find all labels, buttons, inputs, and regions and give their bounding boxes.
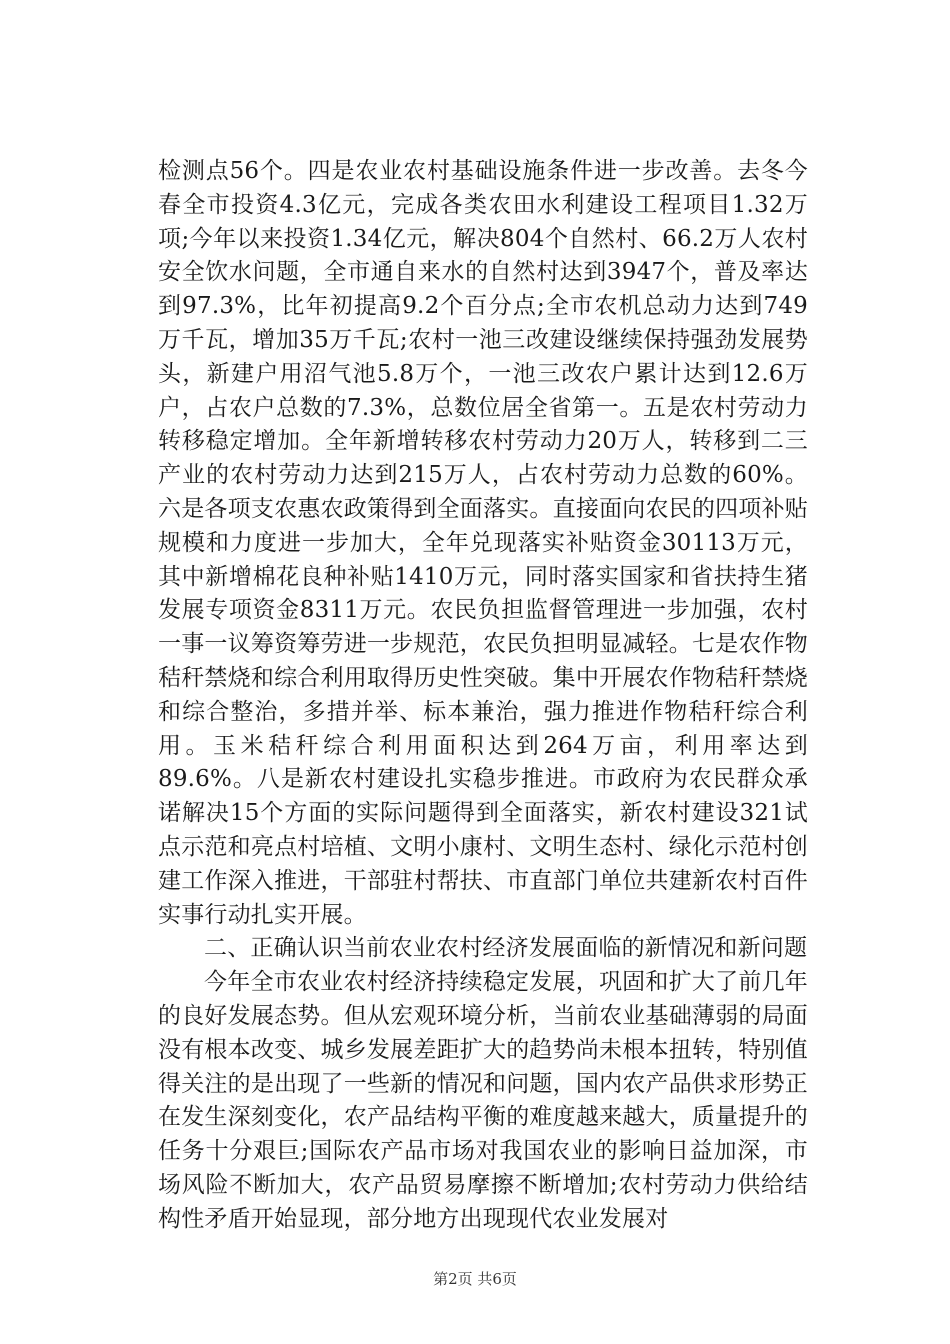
page-footer: 第2页 共6页 [433,1270,517,1288]
document-body [158,155,808,1237]
paragraph: 今年全市农业农村经济持续稳定发展，巩固和扩大了前几年的良好发展态势。但从宏观环境分析，当前农业基础薄弱的局面没有根本改变、城乡发展差距扩大的趋势尚未根本扭转，特别值得关注的是出现了一些新的情况和问题，国内农产品供求形势正在发生深刻变化，农产品结构平衡的难度越来越大，质量提升的任务十分艰巨;国际农产品市场对我国农业的影响日益加深，市场风险不断加大，农产品贸易摩擦不断增加;农村劳动力供给结构性矛盾开始显现，部分地方出现现代农业发展对 [158,969,808,1232]
section-heading: 二、正确认识当前农业农村经济发展面临的新情况和新问题 [204,935,808,962]
paragraph-continuation: 检测点56个。四是农业农村基础设施条件进一步改善。去冬今春全市投资4.3亿元，完成各类农田水利建设工程项目1.32万项;今年以来投资1.34亿元，解决804个自然村、66.2万人农村安全饮水问题，全市通自来水的自然村达到3947个，普及率达到97.3%，比年初提高9.2个百分点;全市农机总动力达到749万千瓦，增加35万千瓦;农村一池三改建设继续保持强劲发展势头，新建户用沼气池5.8万个，一池三改农户累计达到12.6万户，占农户总数的7.3%，总数位居全省第一。五是农村劳动力转移稳定增加。全年新增转移农村劳动力20万人，转移到二三产业的农村劳动力达到215万人，占农村劳动力总数的60%。六是各项支农惠农政策得到全面落实。直接面向农民的四项补贴规模和力度进一步加大，全年兑现落实补贴资金30113万元，其中新增棉花良种补贴1410万元，同时落实国家和省扶持生猪发展专项资金8311万元。农民负担监督管理进一步加强，农村一事一议筹资筹劳进一步规范，农民负担明显减轻。七是农作物秸秆禁烧和综合利用取得历史性突破。集中开展农作物秸秆禁烧和综合整治，多措并举、标本兼治，强力推进作物秸秆综合利用。玉米秸秆综合利用面积达到264万亩，利用率达到89.6%。八是新农村建设扎实稳步推进。市政府为农民群众承诺解决15个方面的实际问题得到全面落实，新农村建设321试点示范和亮点村培植、文明小康村、文明生态村、绿化示范村创建工作深入推进，干部驻村帮扶、市直部门单位共建新农村百件实事行动扎实开展。 [158,158,808,928]
